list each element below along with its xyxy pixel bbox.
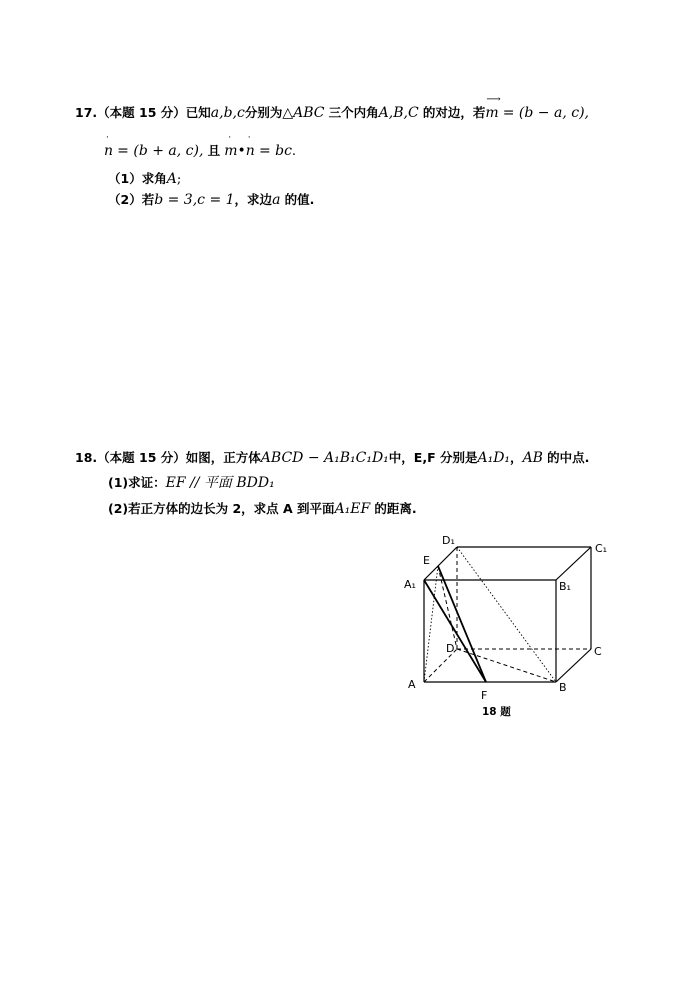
q17-part1-var: A xyxy=(166,171,177,187)
q18-text: 中，E,F 分别是 xyxy=(388,450,478,465)
q18-score: （本题 15 分） xyxy=(97,450,186,465)
dot-product-n: · n xyxy=(245,133,255,159)
dot-operator: • xyxy=(237,143,246,159)
q18-part2-text: (2)若正方体的边长为 2，求点 A 到平面 xyxy=(108,501,335,516)
q18-part2 xyxy=(108,500,417,519)
label-f: F xyxy=(481,689,488,702)
vector-n: · n xyxy=(104,133,114,159)
edge-b1-c1 xyxy=(556,547,591,580)
q18-part1 xyxy=(108,474,275,493)
q18-segment-a1d1: A₁D₁ xyxy=(477,450,511,466)
label-e: E xyxy=(423,554,430,567)
label-c: C xyxy=(594,645,602,658)
label-a1: A₁ xyxy=(404,578,416,591)
q18-text: 如图，正方体 xyxy=(185,450,261,465)
vector-dot-icon: · xyxy=(228,133,232,143)
label-d1: D₁ xyxy=(442,534,455,547)
label-a: A xyxy=(408,678,416,691)
q17-text: 分别为 xyxy=(244,105,283,120)
q18-line1 xyxy=(75,449,589,468)
vector-n-value: = (b + a, c), xyxy=(117,143,204,159)
q18-text: ， xyxy=(510,450,523,465)
dot-product-rhs: = bc xyxy=(258,143,292,159)
q17-triangle: △ABC xyxy=(282,105,325,121)
q17-part1-text: （1）求角 xyxy=(108,171,167,186)
q18-part1-text: (1)求证： xyxy=(108,475,166,490)
dot-product-m: · m xyxy=(224,133,238,159)
segment-d-b-hidden xyxy=(457,649,556,682)
q17-part2-text: ，求边 xyxy=(234,192,273,207)
q18-part1-expr: EF // 平面 BDD₁ xyxy=(165,475,275,491)
vector-dot-icon: · xyxy=(247,133,251,143)
q17-line2 xyxy=(104,133,297,161)
figure-caption: 18 题 xyxy=(482,706,511,718)
segment-a1-f xyxy=(424,580,486,682)
vector-arrow-icon: ⟶ xyxy=(486,94,501,105)
q17-text: 的对边，若 xyxy=(422,105,486,120)
q17-part2 xyxy=(108,191,314,210)
q18-number: 18. xyxy=(75,450,98,465)
q18-text: 的中点. xyxy=(547,450,590,465)
vector-m: ⟶ m xyxy=(485,94,501,121)
segment-ef xyxy=(438,566,486,682)
label-b: B xyxy=(559,681,567,694)
q17-text: 三个内角 xyxy=(328,105,379,120)
q17-part2-text: 的值. xyxy=(284,192,315,207)
q17-text: ; xyxy=(176,172,182,187)
label-b1: B₁ xyxy=(559,580,571,593)
q18-segment-ab: AB xyxy=(522,450,543,466)
q17-line1 xyxy=(75,94,589,123)
label-c1: C₁ xyxy=(595,542,608,555)
q17-part2-text: （2）若 xyxy=(108,192,155,207)
q18-cube: ABCD − A₁B₁C₁D₁ xyxy=(260,450,389,466)
cube-figure xyxy=(398,534,618,724)
q17-sides: a,b,c xyxy=(210,105,245,121)
q17-number: 17. xyxy=(75,105,98,120)
q17-part2-condition: b = 3,c = 1 xyxy=(154,192,235,208)
q18-part2-plane: A₁EF xyxy=(334,501,371,517)
vector-dot-icon: · xyxy=(106,133,109,143)
q17-part1 xyxy=(108,170,181,189)
vector-m-value: = (b − a, c), xyxy=(502,105,589,121)
segment-d1-b-dotted xyxy=(457,547,556,682)
label-d: D xyxy=(446,642,455,655)
q17-angles: A,B,C xyxy=(378,105,419,121)
q17-text: 已知 xyxy=(185,105,211,120)
q17-text: 且 xyxy=(207,143,221,158)
q17-text: . xyxy=(291,144,297,159)
q18-part2-text: 的距离. xyxy=(374,501,417,516)
q17-part2-var: a xyxy=(272,192,281,208)
q17-score: （本题 15 分） xyxy=(97,105,186,120)
edge-b-c xyxy=(556,649,591,682)
